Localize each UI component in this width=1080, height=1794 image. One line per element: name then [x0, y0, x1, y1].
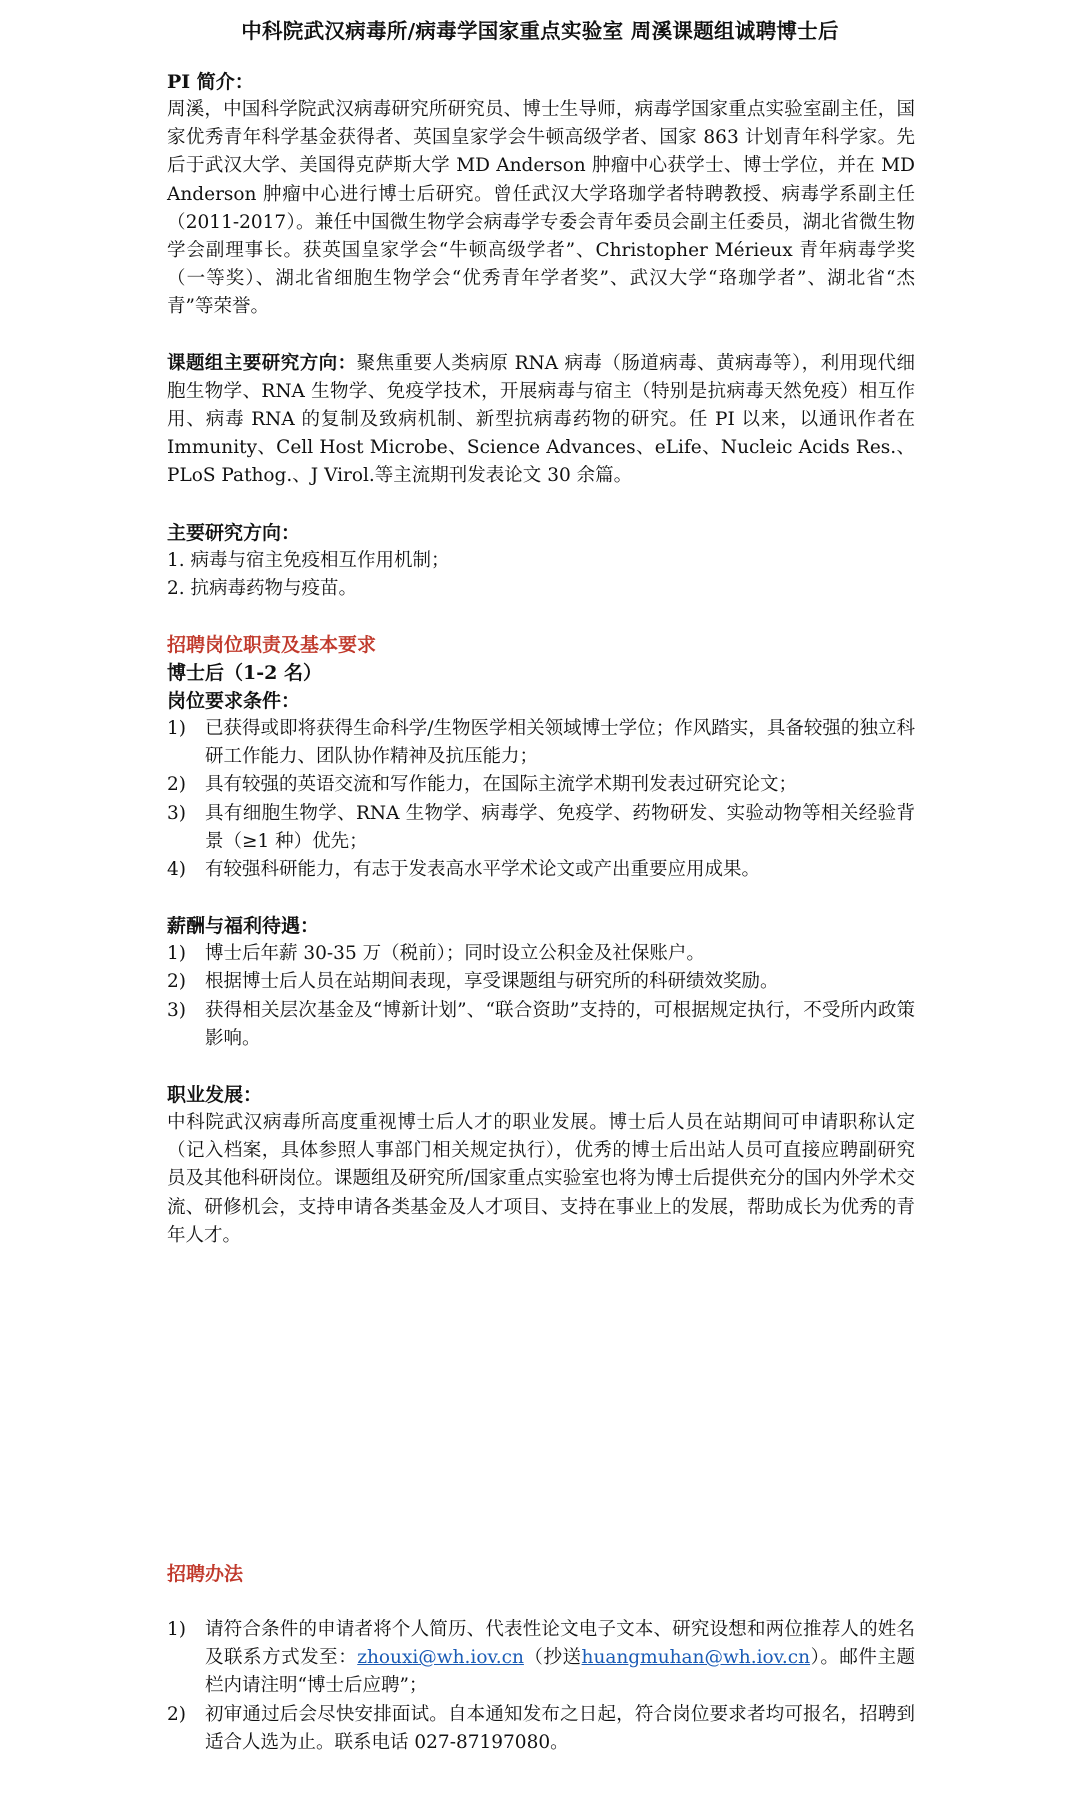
method-list: [167, 1616, 915, 1757]
email-link-primary[interactable]: zhouxi@wh.iov.cn: [357, 1647, 524, 1669]
salary-item: 1) 博士后年薪 30-35 万（税前）；同时设立公积金及社保账户。: [167, 943, 705, 965]
group-research-heading: 课题组主要研究方向：: [167, 352, 357, 374]
position-title: 博士后（1-2 名）: [167, 662, 322, 685]
upper-content: [167, 68, 915, 1250]
requirement-item: 3) 具有细胞生物学、RNA 生物学、病毒学、免疫学、药物研发、实验动物等相关经验背景（≥1 种）优先；: [167, 802, 915, 852]
requirements-list: [167, 715, 915, 884]
lower-content: [167, 1560, 915, 1757]
pi-intro-text: 周溪，中国科学院武汉病毒研究所研究员、博士生导师，病毒学国家重点实验室副主任，国家优秀青年科学基金获得者、英国皇家学会牛顿高级学者、国家 863 计划青年科学家。先后于武汉大学、美国得克萨斯大学 MD Anderson 肿瘤中心获学士、博士学位，并在 MD Anderson 肿瘤中心进行博士后研究。曾任武汉大学珞珈学者特聘教授、病毒学系副主任（2011-2017）。兼任中国微生物学会病毒学专委会青年委员会副主任委员，湖北省微生物学会副理事长。获英国皇家学会“牛顿高级学者”、Christopher Mérieux 青年病毒学奖（一等奖）、湖北省细胞生物学会“优秀青年学者奖”、武汉大学“珞珈学者”、湖北省“杰青”等荣誉。: [167, 99, 915, 318]
salary-item: 3) 获得相关层次基金及“博新计划”、“联合资助”支持的，可根据规定执行，不受所内政策影响。: [167, 999, 915, 1049]
recruit-heading: 招聘岗位职责及基本要求: [167, 634, 377, 657]
requirements-heading: 岗位要求条件：: [167, 690, 301, 713]
requirement-item: 2) 具有较强的英语交流和写作能力，在国际主流学术期刊发表过研究论文；: [167, 774, 798, 796]
salary-list: [167, 940, 915, 1053]
salary-item: 2) 根据博士后人员在站期间表现，享受课题组与研究所的科研绩效奖励。: [167, 971, 779, 993]
requirement-item: 1) 已获得或即将获得生命科学/生物医学相关领域博士学位；作风踏实，具备较强的独立科研工作能力、团队协作精神及抗压能力；: [167, 718, 915, 768]
directions-list: [167, 547, 915, 603]
career-heading: 职业发展：: [167, 1084, 263, 1107]
group-research-text: 聚焦重要人类病原 RNA 病毒（肠道病毒、黄病毒等），利用现代细胞生物学、RNA 生物学、免疫学技术，开展病毒与宿主（特别是抗病毒天然免疫）相互作用、病毒 RNA 的复制及致病机制、新型抗病毒药物的研究。任 PI 以来，以通讯作者在 Immunity、Cell Host Microbe、Science Advances、eLife、Nucleic Acids Res.、PLoS Pathog.、J Virol.等主流期刊发表论文 30 余篇。: [167, 352, 915, 487]
directions-item: 2. 抗病毒药物与疫苗。: [167, 577, 358, 599]
career-text: 中科院武汉病毒所高度重视博士后人才的职业发展。博士后人员在站期间可申请职称认定（记入档案，具体参照人事部门相关规定执行），优秀的博士后出站人员可直接应聘副研究员及其他科研岗位。课题组及研究所/国家重点实验室也将为博士后提供充分的国内外学术交流、研修机会，支持申请各类基金及人才项目、支持在事业上的发展，帮助成长为优秀的青年人才。: [167, 1112, 915, 1246]
document-title: 中科院武汉病毒所/病毒学国家重点实验室 周溪课题组诚聘博士后: [241, 19, 839, 43]
pi-heading: PI 简介：: [167, 71, 254, 93]
requirement-item: 4) 有较强科研能力，有志于发表高水平学术论文或产出重要应用成果。: [167, 859, 761, 881]
email-link-cc[interactable]: huangmuhan@wh.iov.cn: [581, 1647, 811, 1669]
directions-heading: 主要研究方向：: [167, 521, 301, 544]
method-heading: 招聘办法: [167, 1563, 244, 1585]
salary-heading: 薪酬与福利待遇：: [167, 915, 320, 938]
method-item: 2) 初审通过后会尽快安排面试。自本通知发布之日起，符合岗位要求者均可报名，招聘到适合人选为止。联系电话 027-87197080。: [167, 1703, 915, 1753]
method-item: 1) 请符合条件的申请者将个人简历、代表性论文电子文本、研究设想和两位推荐人的姓名及联系方式发至：zhouxi@wh.iov.cn（抄送huangmuhan@wh.iov.cn）。邮件主题栏内请注明“博士后应聘”；: [167, 1619, 915, 1697]
directions-item: 1. 病毒与宿主免疫相互作用机制；: [167, 549, 450, 571]
group-research-paragraph: [167, 350, 915, 491]
